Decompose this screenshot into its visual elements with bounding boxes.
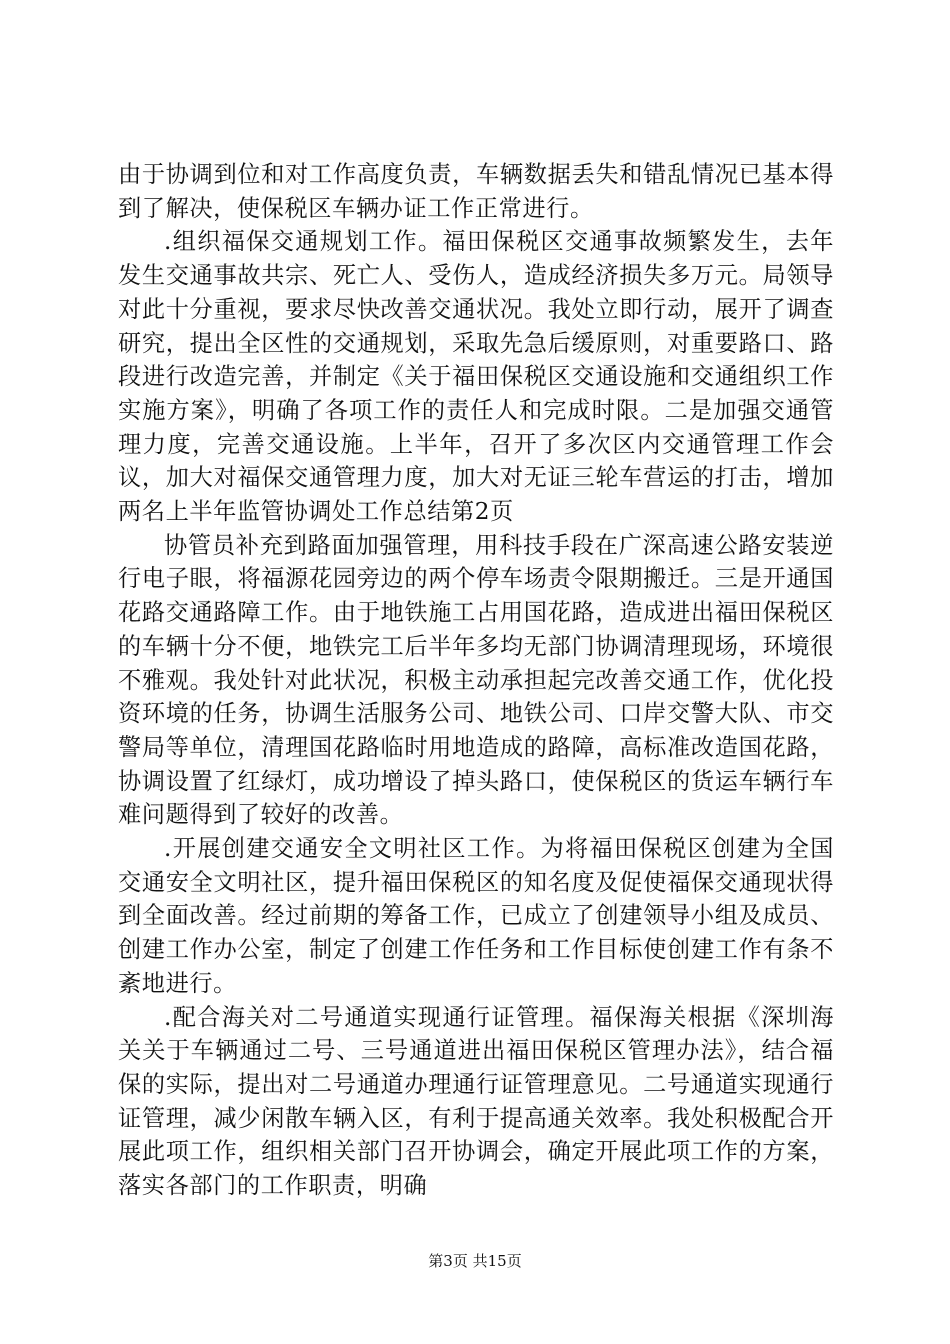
body-text: [118, 158, 834, 1203]
paragraph-1: 由于协调到位和对工作高度负责，车辆数据丢失和错乱情况已基本得到了解决，使保税区车辆办证工作正常进行。: [118, 161, 834, 222]
paragraph-3: 协管员补充到路面加强管理，用科技手段在广深高速公路安装逆行电子眼，将福源花园旁边的两个停车场责令限期搬迁。三是开通国花路交通路障工作。由于地铁施工占用国花路，造成进出福田保税区的车辆十分不便，地铁完工后半年多均无部门协调清理现场，环境很不雅观。我处针对此状况，积极主动承担起完改善交通工作，优化投资环境的任务，协调生活服务公司、地铁公司、口岸交警大队、市交警局等单位，清理国花路临时用地造成的路障，高标准改造国花路，协调设置了红绿灯，成功增设了掉头路口，使保税区的货运车辆行车难问题得到了较好的改善。: [118, 531, 834, 829]
page-number-label: 第3页 共15页: [428, 1252, 522, 1270]
paragraph-4: .开展创建交通安全文明社区工作。为将福田保税区创建为全国交通安全文明社区，提升福田保税区的知名度及促使福保交通现状得到全面改善。经过前期的筹备工作，已成立了创建领导小组及成员、创建工作办公室，制定了创建工作任务和工作目标使创建工作有条不紊地进行。: [118, 835, 834, 997]
paragraph-2: .组织福保交通规划工作。福田保税区交通事故频繁发生，去年发生交通事故共宗、死亡人、受伤人，造成经济损失多万元。局领导对此十分重视，要求尽快改善交通状况。我处立即行动，展开了调查研究，提出全区性的交通规划，采取先急后缓原则，对重要路口、路段进行改造完善，并制定《关于福田保税区交通设施和交通组织工作实施方案》，明确了各项工作的责任人和完成时限。二是加强交通管理力度，完善交通设施。上半年，召开了多次区内交通管理工作会议，加大对福保交通管理力度，加大对无证三轮车营运的打击，增加两名上半年监管协调处工作总结第2页: [118, 228, 834, 526]
paragraph-5: .配合海关对二号通道实现通行证管理。福保海关根据《深圳海关关于车辆通过二号、三号通道进出福田保税区管理办法》，结合福保的实际，提出对二号通道办理通行证管理意见。二号通道实现通行证管理，减少闲散车辆入区，有利于提高通关效率。我处积极配合开展此项工作，组织相关部门召开协调会，确定开展此项工作的方案，落实各部门的工作职责，明确: [118, 1003, 834, 1200]
page-footer: [0, 1251, 950, 1271]
